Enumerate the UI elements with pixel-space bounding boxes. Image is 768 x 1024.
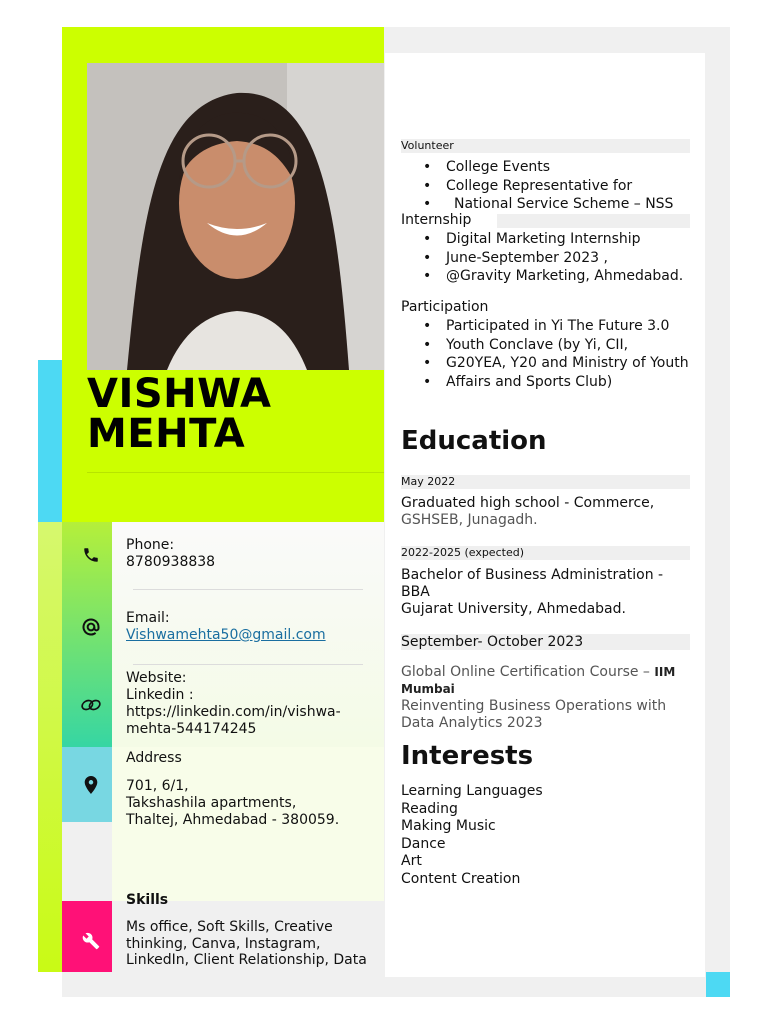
course-institute: IIM bbox=[654, 665, 676, 679]
phone-value: 8780938838 bbox=[126, 554, 216, 570]
list-item: • @Gravity Marketing, Ahmedabad. bbox=[401, 267, 701, 286]
volunteer-list bbox=[401, 158, 701, 214]
phone-block bbox=[126, 537, 215, 571]
course-institute-city: Mumbai bbox=[401, 682, 455, 696]
email-label: Email: bbox=[126, 610, 170, 626]
course-name: Global Online Certification Course – bbox=[401, 664, 650, 680]
education-entry bbox=[401, 664, 690, 732]
address-line: 701, 6/1, bbox=[126, 778, 189, 794]
participation-list bbox=[401, 317, 701, 391]
website-block bbox=[126, 670, 341, 738]
list-item: • Participated in Yi The Future 3.0 bbox=[401, 317, 701, 336]
link-icon bbox=[66, 695, 116, 715]
education-line: Graduated high school - Commerce, bbox=[401, 495, 655, 511]
education-heading: Education bbox=[401, 426, 547, 456]
list-item: • Digital Marketing Internship bbox=[401, 230, 701, 249]
list-item: • College Events bbox=[401, 158, 701, 177]
email-block bbox=[126, 610, 326, 644]
interest-item: Art bbox=[401, 853, 422, 869]
interest-item: Making Music bbox=[401, 818, 496, 834]
website-url-part1[interactable]: https://linkedin.com/in/vishwa- bbox=[126, 704, 341, 720]
list-item: • Affairs and Sports Club) bbox=[401, 373, 701, 392]
interest-item: Dance bbox=[401, 835, 446, 852]
at-sign-icon bbox=[66, 616, 116, 638]
education-line bbox=[401, 664, 690, 681]
education-entry bbox=[401, 495, 690, 529]
list-item: • Youth Conclave (by Yi, CII, bbox=[401, 336, 701, 355]
education-date: 2022-2025 (expected) bbox=[401, 546, 690, 560]
list-item: • College Representative for bbox=[401, 177, 701, 196]
list-item: • June-September 2023 , bbox=[401, 249, 701, 268]
address-block bbox=[126, 750, 339, 829]
name-divider bbox=[87, 472, 384, 473]
interest-item: Content Creation bbox=[401, 870, 521, 887]
skills-text: Ms office, Soft Skills, Creative thinking, Canva, Instagram, LinkedIn, Client Relationship, Data bbox=[126, 919, 367, 968]
list-item: • National Service Scheme – NSS bbox=[401, 195, 701, 214]
phone-label: Phone: bbox=[126, 537, 175, 553]
education-line: Bachelor of Business Administration - bbox=[401, 567, 664, 583]
last-name: MEHTA bbox=[87, 411, 246, 457]
address-line: Takshashila apartments, bbox=[126, 795, 297, 811]
volunteer-label: Volunteer bbox=[401, 139, 690, 153]
accent-strip-green bbox=[38, 522, 62, 972]
education-entry bbox=[401, 567, 690, 618]
phone-icon bbox=[66, 545, 116, 565]
first-name: VISHWA bbox=[87, 371, 272, 417]
email-link[interactable]: Vishwamehta50@gmail.com bbox=[126, 627, 326, 643]
education-line: Data Analytics 2023 bbox=[401, 715, 543, 731]
wrench-icon bbox=[66, 931, 116, 951]
interest-item: Reading bbox=[401, 800, 458, 817]
education-line: GSHSEB, Junagadh. bbox=[401, 512, 538, 528]
education-date: May 2022 bbox=[401, 475, 690, 489]
internship-bar bbox=[497, 214, 690, 228]
internship-list bbox=[401, 230, 701, 286]
internship-label: Internship bbox=[401, 212, 472, 228]
education-date: September- October 2023 bbox=[401, 634, 690, 650]
website-linkedin-label: Linkedin : bbox=[126, 687, 194, 703]
accent-strip-cyan bbox=[38, 360, 62, 522]
interests-heading: Interests bbox=[401, 741, 534, 771]
website-url-part2[interactable]: mehta-544174245 bbox=[126, 721, 257, 737]
accent-corner-cyan bbox=[706, 972, 730, 997]
interests-list bbox=[401, 783, 690, 888]
profile-photo bbox=[87, 63, 384, 370]
interest-item: Learning Languages bbox=[401, 783, 543, 799]
contact-divider bbox=[133, 589, 363, 590]
contact-divider bbox=[133, 664, 363, 665]
education-line: Gujarat University, Ahmedabad. bbox=[401, 601, 626, 617]
list-item: • G20YEA, Y20 and Ministry of Youth bbox=[401, 354, 701, 373]
education-line: BBA bbox=[401, 584, 430, 600]
website-label: Website: bbox=[126, 670, 187, 686]
education-line: Reinventing Business Operations with bbox=[401, 698, 667, 714]
location-pin-icon bbox=[66, 775, 116, 795]
address-line: Thaltej, Ahmedabad - 380059. bbox=[126, 812, 340, 828]
address-label: Address bbox=[126, 750, 182, 766]
skills-title: Skills bbox=[126, 892, 169, 908]
candidate-name bbox=[87, 371, 377, 457]
participation-label: Participation bbox=[401, 299, 489, 315]
